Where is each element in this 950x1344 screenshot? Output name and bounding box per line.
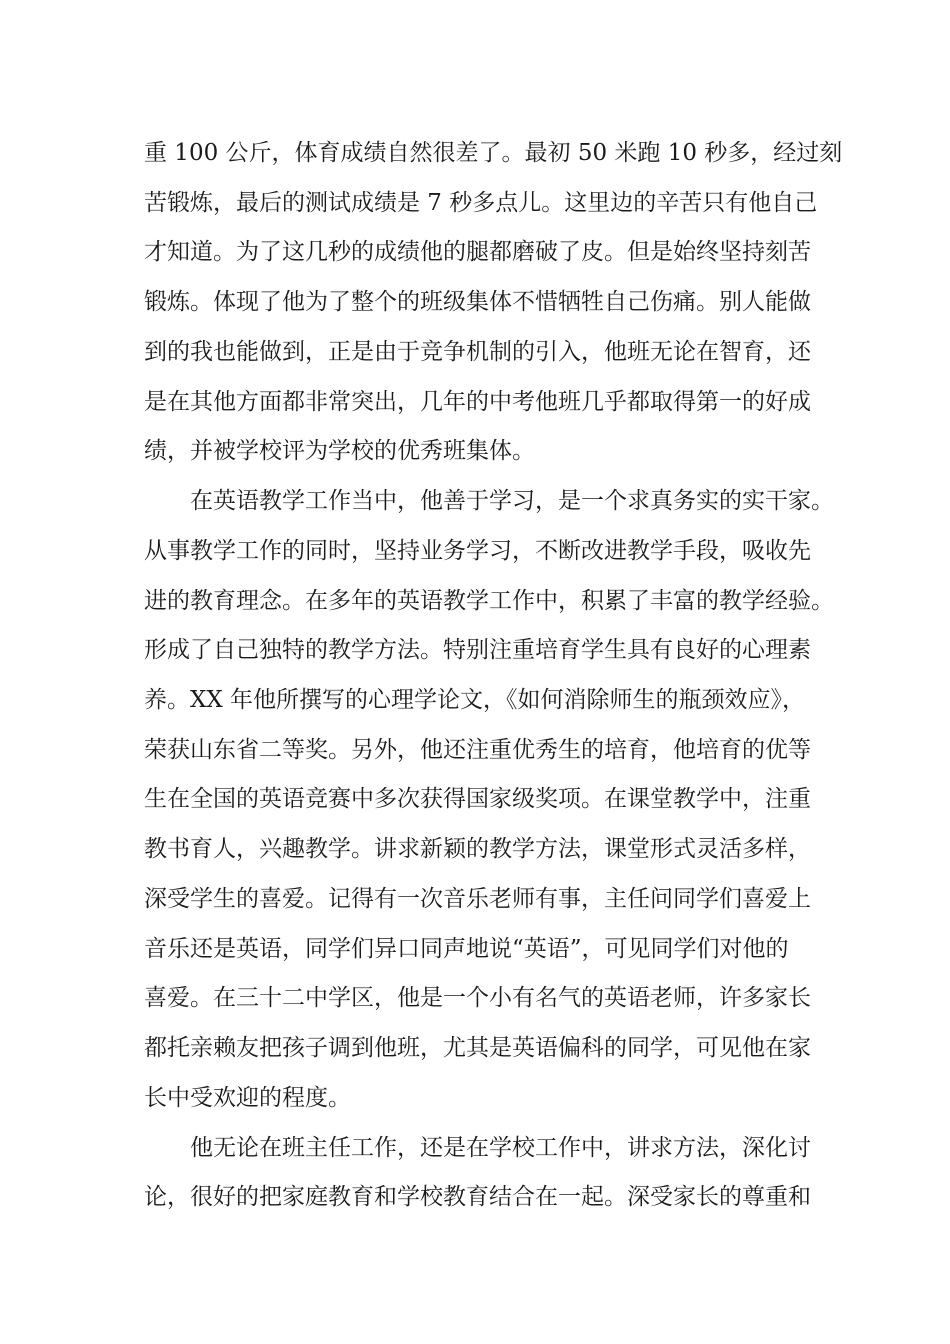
text-line: 进的教育理念。在多年的英语教学工作中，积累了丰富的教学经验。 [144,588,834,614]
text-line: 音乐还是英语，同学们异口同声地说“英语”，可见同学们对他的 [144,936,789,962]
text-line: 重 100 公斤，体育成绩自然很差了。最初 50 米跑 10 秒多，经过刻 [144,140,843,166]
text-line: 是在其他方面都非常突出，几年的中考他班几乎都取得第一的好成 [144,389,811,415]
text-line: 生在全国的英语竞赛中多次获得国家级奖项。在课堂教学中，注重 [144,786,811,812]
text-line: 到的我也能做到，正是由于竞争机制的引入，他班无论在智育，还 [144,339,811,365]
text-line: 养。XX 年他所撰写的心理学论文，《如何消除师生的瓶颈效应》， [144,687,806,713]
text-line: 从事教学工作的同时，坚持业务学习，不断改进教学手段，吸收先 [144,538,811,564]
text-line: 形成了自己独特的教学方法。特别注重培育学生具有良好的心理素 [144,637,811,663]
paragraph-first-line: 他无论在班主任工作，还是在学校工作中，讲求方法，深化讨 [190,1135,811,1161]
paragraph-first-line: 在英语教学工作当中，他善于学习，是一个求真务实的实干家。 [190,488,834,514]
text-line: 都托亲赖友把孩子调到他班，尤其是英语偏科的同学，可见他在家 [144,1035,811,1061]
text-line: 长中受欢迎的程度。 [144,1085,351,1111]
text-line: 苦锻炼，最后的测试成绩是 7 秒多点儿。这里边的辛苦只有他自己 [144,190,818,216]
text-line: 绩，并被学校评为学校的优秀班集体。 [144,438,535,464]
text-line: 深受学生的喜爱。记得有一次音乐老师有事，主任问同学们喜爱上 [144,886,811,912]
text-line: 教书育人，兴趣教学。讲求新颖的教学方法，课堂形式灵活多样， [144,836,811,862]
text-line: 才知道。为了这几秒的成绩他的腿都磨破了皮。但是始终坚持刻苦 [144,239,811,265]
text-line: 荣获山东省二等奖。另外，他还注重优秀生的培育，他培育的优等 [144,737,811,763]
text-line: 锻炼。体现了他为了整个的班级集体不惜牺牲自己伤痛。别人能做 [144,289,811,315]
text-line: 论，很好的把家庭教育和学校教育结合在一起。深受家长的尊重和 [144,1184,811,1210]
text-line: 喜爱。在三十二中学区，他是一个小有名气的英语老师，许多家长 [144,985,811,1011]
